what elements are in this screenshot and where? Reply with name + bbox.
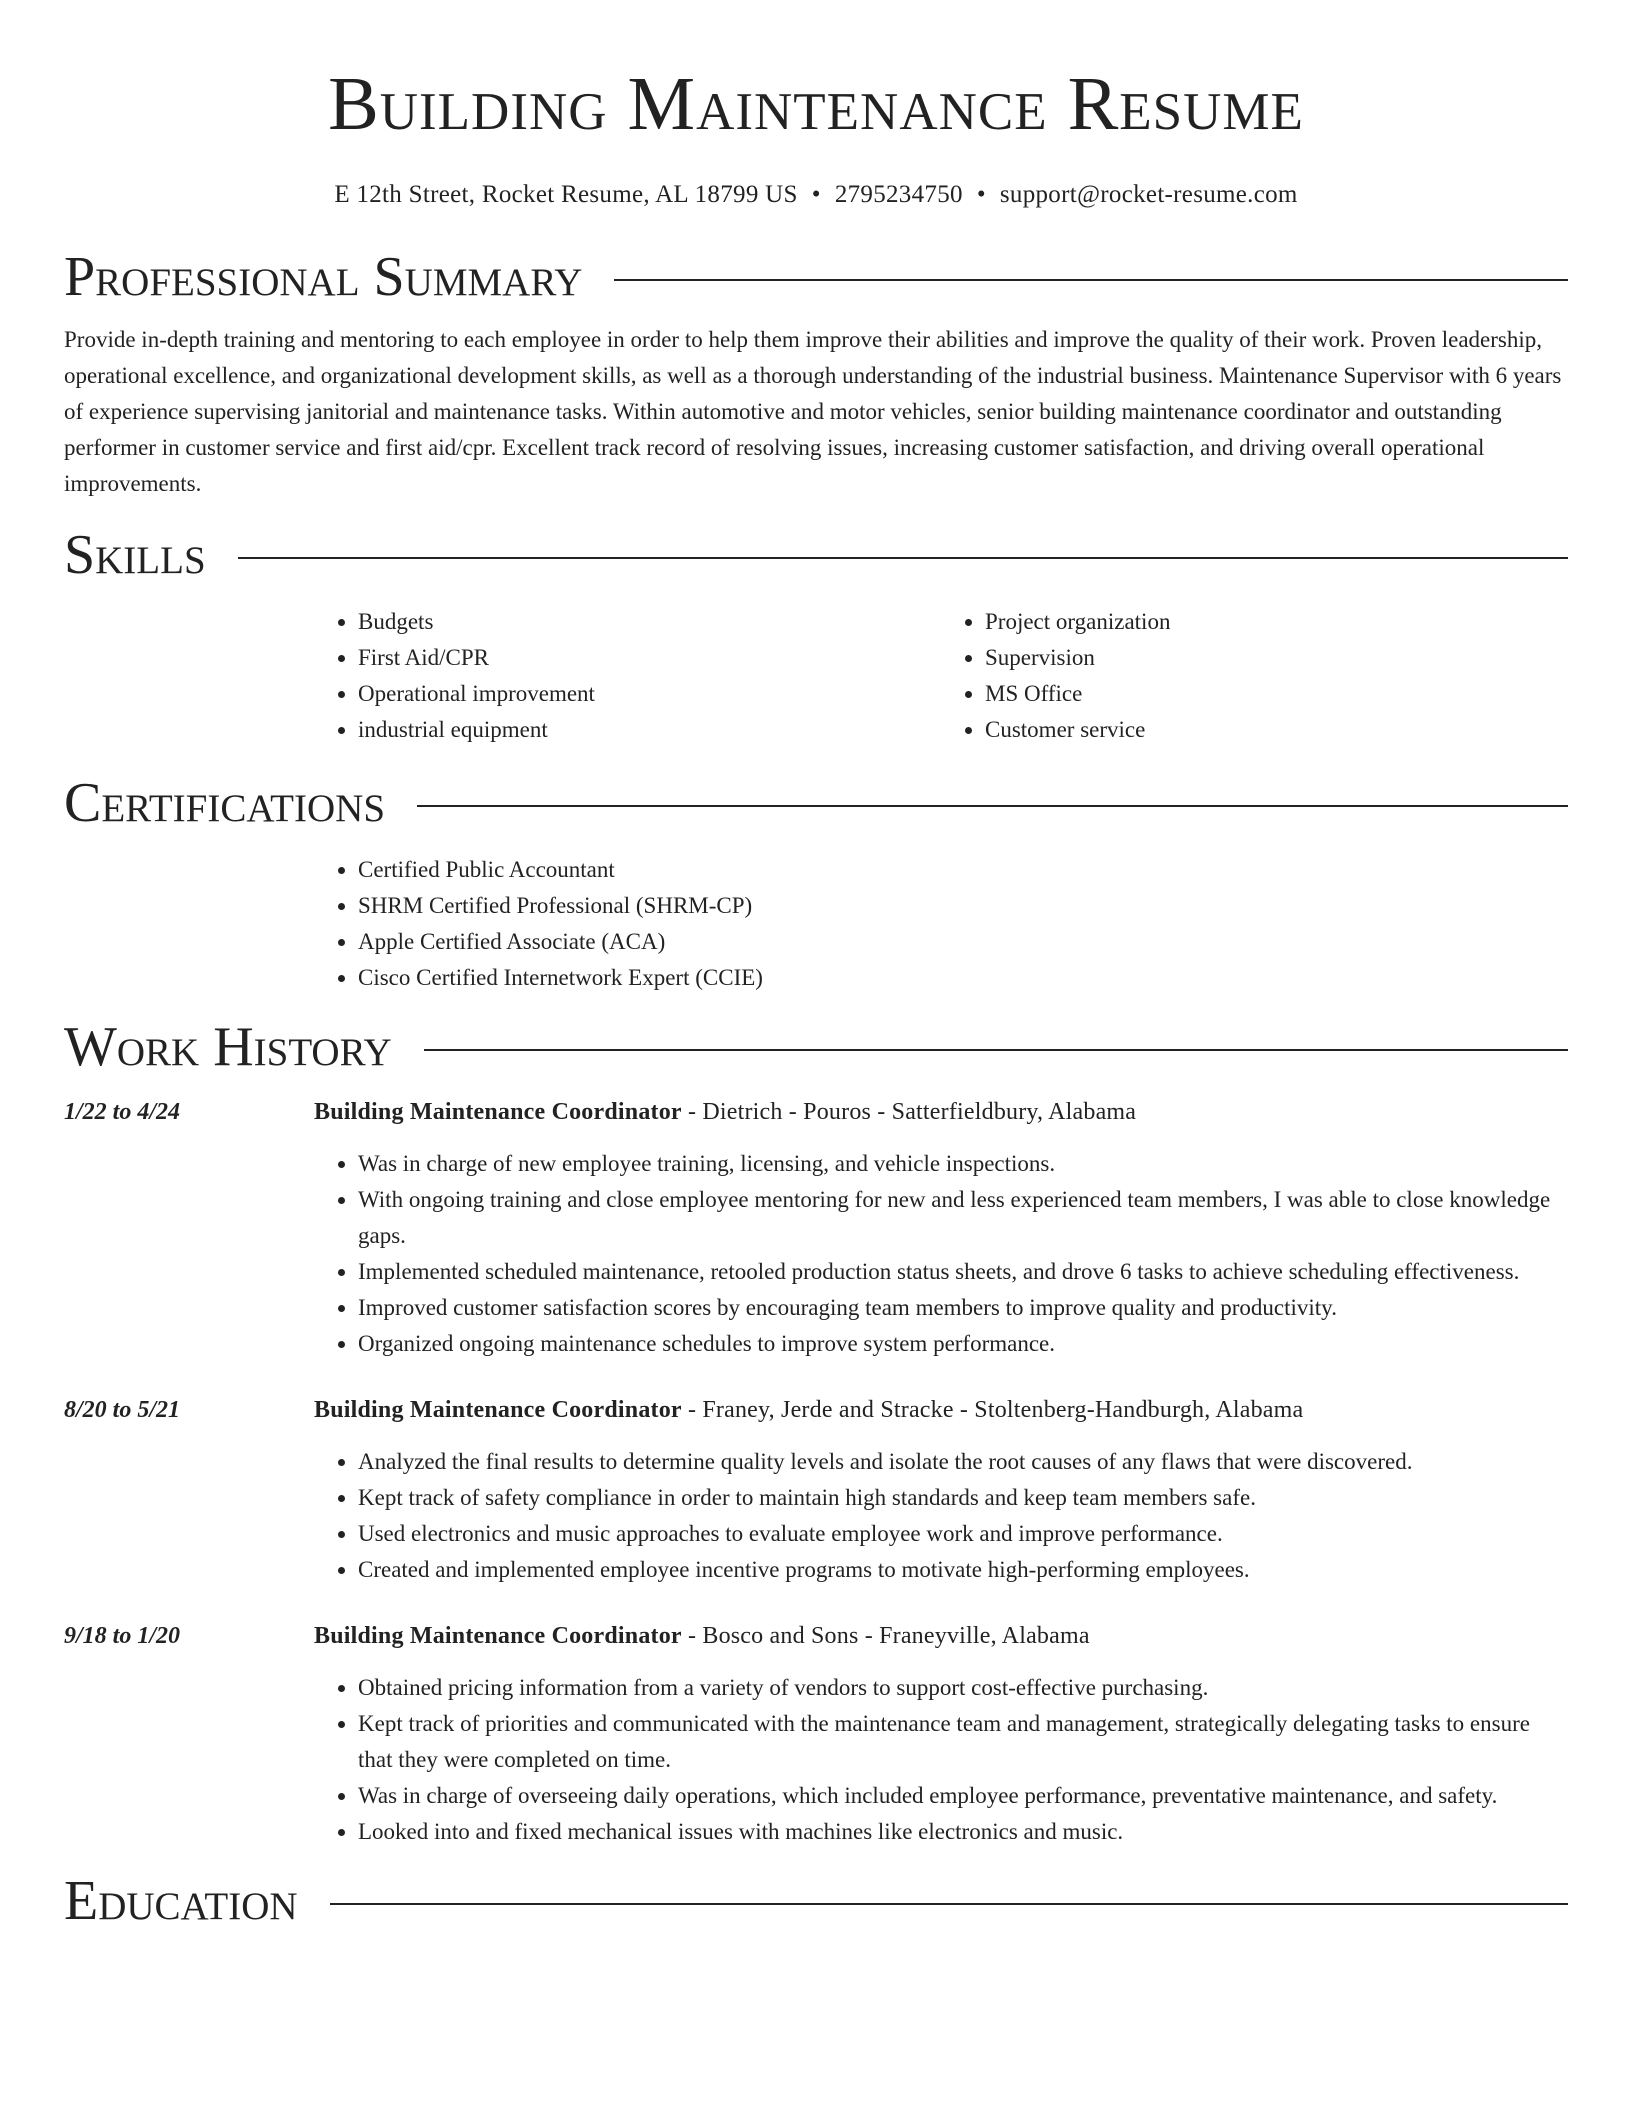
job-entry (64, 1362, 1568, 1588)
job-details: - Dietrich - Pouros - Satterfieldbury, Alabama (681, 1099, 1137, 1125)
work-section-header (64, 1014, 1568, 1080)
job-bullet: • Kept track of safety compliance in order to maintain high standards and keep team members safe. (358, 1480, 1568, 1516)
education-heading: Education (64, 1870, 298, 1932)
job-details: - Bosco and Sons - Franeyville, Alabama (681, 1623, 1090, 1649)
job-bullet: • Kept track of priorities and communicated with the maintenance team and management, strategically delegating tasks to ensure that they were completed on time. (358, 1706, 1568, 1778)
section-divider (614, 279, 1568, 281)
contact-line (64, 180, 1568, 210)
job-dates: 9/18 to 1/20 (64, 1623, 181, 1649)
certification-item: • Certified Public Accountant (358, 852, 1568, 888)
certifications-list (314, 852, 1568, 996)
certifications-section-header (64, 770, 1568, 836)
job-bullets (314, 1654, 1568, 1850)
job-entry (64, 1588, 1568, 1850)
section-divider (238, 557, 1568, 559)
job-details: - Franey, Jerde and Stracke - Stoltenberg-Handburgh, Alabama (681, 1397, 1304, 1423)
summary-section-header (64, 244, 1568, 310)
job-bullet: • Looked into and fixed mechanical issues with machines like electronics and music. (358, 1814, 1568, 1850)
job-bullet: • Used electronics and music approaches to evaluate employee work and improve performance. (358, 1516, 1568, 1552)
skills-section-header (64, 522, 1568, 588)
job-title: Building Maintenance Coordinator (314, 1099, 682, 1125)
skill-item: • Operational improvement (358, 676, 941, 712)
job-bullet: • Implemented scheduled maintenance, retooled production status sheets, and drove 6 tasks to achieve scheduling effectiveness. (358, 1254, 1568, 1290)
skill-item: • industrial equipment (358, 712, 941, 748)
job-bullets (314, 1428, 1568, 1588)
skill-item: • Customer service (985, 712, 1568, 748)
skill-item: • Supervision (985, 640, 1568, 676)
certification-item: • Cisco Certified Internetwork Expert (CCIE) (358, 960, 1568, 996)
skill-item: • Project organization (985, 604, 1568, 640)
job-title-line (314, 1094, 1568, 1130)
job-entry (64, 1080, 1568, 1362)
job-title: Building Maintenance Coordinator (314, 1623, 682, 1649)
certification-item: • SHRM Certified Professional (SHRM-CP) (358, 888, 1568, 924)
summary-text: Provide in-depth training and mentoring to each employee in order to help them improve their abilities and improve the quality of their work. Proven leadership, operational excellence, and organizational development skills, as well as a thorough understanding of the industrial business. Maintenance Supervisor with 6 years of experience supervising janitorial and maintenance tasks. Within automotive and motor vehicles, senior building maintenance coordinator and outstanding performer in customer service and first aid/cpr. Excellent track record of resolving issues, increasing customer satisfaction, and driving overall operational improvements. (64, 327, 1562, 496)
job-bullet: • Organized ongoing maintenance schedules to improve system performance. (358, 1326, 1568, 1362)
section-divider (424, 1049, 1568, 1051)
education-section-header (64, 1868, 1568, 1934)
job-title-line (314, 1392, 1568, 1428)
job-body (314, 1618, 1568, 1850)
job-body (314, 1094, 1568, 1362)
job-bullet: • With ongoing training and close employee mentoring for new and less experienced team members, I was able to close knowledge gaps. (358, 1182, 1568, 1254)
contact-address: E 12th Street, Rocket Resume, AL 18799 US (334, 181, 798, 208)
skills-heading: Skills (64, 524, 206, 586)
contact-phone: 2795234750 (834, 181, 963, 208)
job-title-line (314, 1618, 1568, 1654)
job-dates: 1/22 to 4/24 (64, 1099, 181, 1125)
section-divider (417, 805, 1568, 807)
certifications-list-wrap (314, 836, 1568, 996)
skill-item: • Budgets (358, 604, 941, 640)
contact-separator: • (811, 181, 821, 208)
contact-separator: • (976, 181, 986, 208)
job-dates: 8/20 to 5/21 (64, 1397, 181, 1423)
resume-title: Building Maintenance Resume (328, 62, 1304, 146)
work-heading: Work History (64, 1016, 392, 1078)
skills-list-left (314, 604, 941, 748)
job-bullet: • Obtained pricing information from a variety of vendors to support cost-effective purchasing. (358, 1670, 1568, 1706)
skill-item: • MS Office (985, 676, 1568, 712)
section-divider (330, 1903, 1568, 1905)
job-bullet: • Improved customer satisfaction scores by encouraging team members to improve quality and productivity. (358, 1290, 1568, 1326)
certifications-heading: Certifications (64, 772, 386, 834)
job-bullet: • Was in charge of overseeing daily operations, which included employee performance, preventative maintenance, and safety. (358, 1778, 1568, 1814)
job-title: Building Maintenance Coordinator (314, 1397, 682, 1423)
contact-email[interactable]: support@rocket-resume.com (999, 181, 1298, 208)
job-bullet: • Created and implemented employee incentive programs to motivate high-performing employees. (358, 1552, 1568, 1588)
job-bullet: • Was in charge of new employee training, licensing, and vehicle inspections. (358, 1146, 1568, 1182)
skill-item: • First Aid/CPR (358, 640, 941, 676)
skills-list-right (941, 604, 1568, 748)
summary-heading: Professional Summary (64, 246, 583, 308)
certification-item: • Apple Certified Associate (ACA) (358, 924, 1568, 960)
job-bullet: • Analyzed the final results to determine quality levels and isolate the root causes of any flaws that were discovered. (358, 1444, 1568, 1480)
job-body (314, 1392, 1568, 1588)
skills-grid (314, 588, 1568, 748)
job-bullets (314, 1130, 1568, 1362)
